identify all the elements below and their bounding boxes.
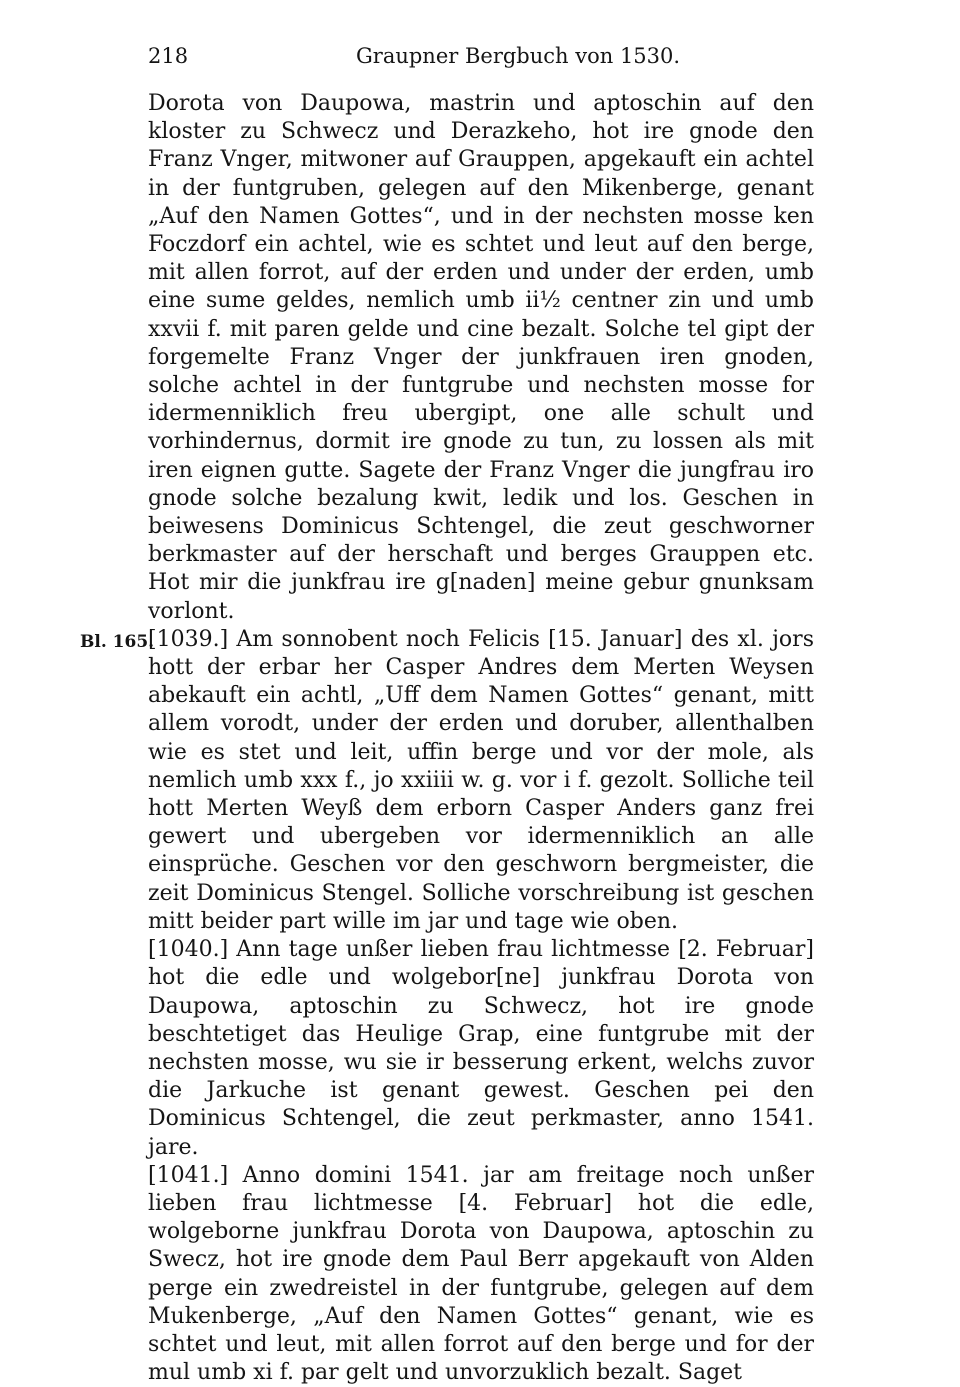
running-title: Graupner Bergbuch von 1530.	[356, 44, 681, 68]
entry-paragraph	[148, 90, 814, 626]
entry-paragraph	[80, 626, 814, 936]
page-number: 218	[148, 44, 189, 68]
entry-paragraph	[148, 936, 814, 1162]
entry-text: [1040.] Ann tage unßer lieben frau lichtmesse [2. Februar] hot die edle und wolgebor[ne] junkfrau Dorota von Daupowa, aptoschin zu Schwecz, hot ire gnode beschtetiget das Heulige Grap, eine funtgrube mit der nechsten mosse, wu sie ir besserung erkent, welchs zuvor die Jarkuche ist genant gewest. Geschen pei den Dominicus Schtengel, die zeut perkmaster, anno 1541. jare.	[148, 937, 814, 1160]
page-header	[148, 36, 808, 76]
entry-text: [1039.] Am sonnobent noch Felicis [15. Januar] des xl. jors hott der erbar her Casper Andres dem Merten Weysen abekauft ein achtl, „Uff dem Namen Gottes“ genant, mitt allem vorodt, under der erden und doruber, allenthalben wie es stet und leit, uffin berge und vor der mole, als nemlich umb xxx f., jo xxiiii w. g. vor i f. gezolt. Solliche teil hott Merten Weyß dem erborn Casper Anders ganz frei gewert und ubergeben vor idermenniklich an alle einsprüche. Geschen vor den geschworn bergmeister, die zeit Dominicus Stengel. Solliche vorschreibung ist geschen mitt beider part wille im jar und tage wie oben.	[148, 626, 814, 934]
entry-text: Dorota von Daupowa, mastrin und aptoschin auf den kloster zu Schwecz und Derazkeho, hot ire gnode den Franz Vnger, mitwoner auf Grauppen, apgekauft ein achtel in der funtgruben, gelegen auf den Mikenberge, genant „Auf den Namen Gottes“, und in der nechsten mosse ken Foczdorf ein achtel, wie es schtet und leut auf den berge, mit allen forrot, auf der erden und under der erden, umb eine sume geldes, nemlich umb ii½ centner zin und umb xxvii f. mit paren gelde und cine bezalt. Solche tel gipt der forgemelte Franz Vnger der junkfrauen iren gnoden, solche achtel in der funtgrube und nechsten mosse for idermenniklich freu ubergipt, one alle schult und vorhindernus, dormit ire gnode zu tun, zu lossen als mit iren eignen gutte. Sagete der Franz Vnger die jungfrau iro gnode solche bezalung kwit, ledik und los. Geschen in beiwesens Dominicus Schtengel, die zeut geschworner berkmaster auf der herschaft und berges Grauppen etc. Hot mir die junkfrau ire g[naden] meine gebur gnunksam vorlont.	[148, 91, 814, 624]
entry-paragraph	[148, 1162, 814, 1387]
margin-note: Bl. 165.	[80, 631, 155, 652]
body-text	[80, 90, 814, 1387]
entry-text: [1041.] Anno domini 1541. jar am freitage noch unßer lieben frau lichtmesse [4. Februar] hot die edle, wolgeborne junkfrau Dorota von Daupowa, aptoschin zu Swecz, hot ire gnode dem Paul Berr apgekauft von Alden perge ein zwedreistel in der funtgrube, gelegen auf dem Mukenberge, „Auf den Namen Gottes“ genant, wie es schtet und leut, mit allen forrot auf den berge und for der mul umb xi f. par gelt und unvorzuklich bezalt. Saget	[148, 1162, 814, 1386]
